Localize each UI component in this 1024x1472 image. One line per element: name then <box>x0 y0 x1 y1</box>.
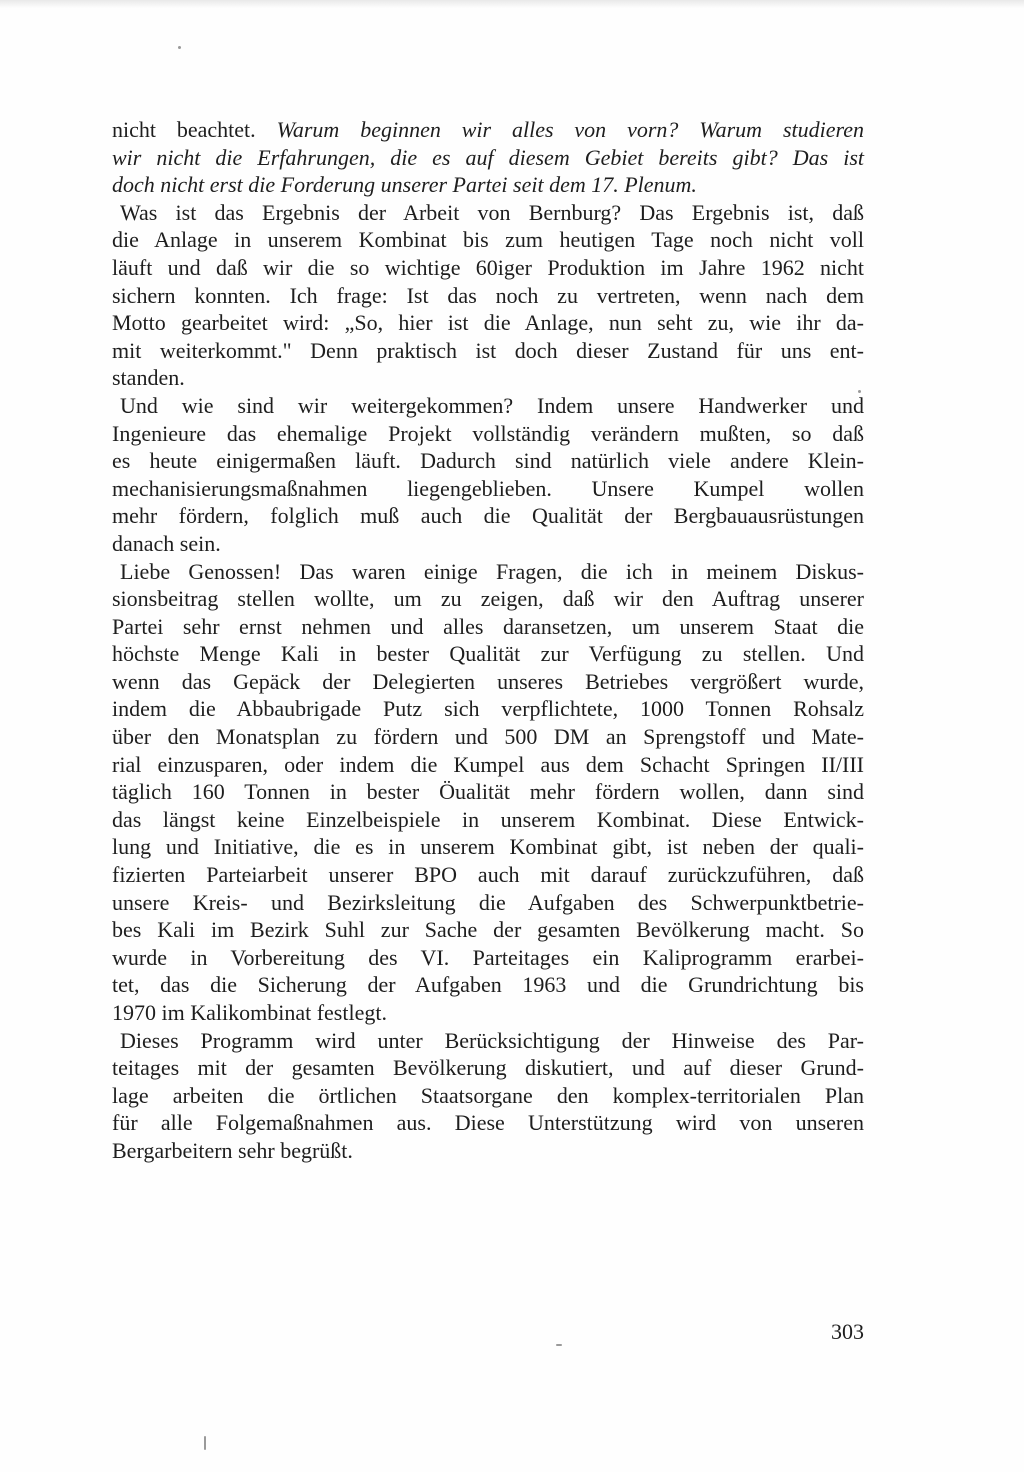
text-line: Liebe Genossen! Das waren einige Fragen, die ich in meinem Diskus- <box>120 558 864 584</box>
text-line: mehr fördern, folglich muß auch die Qualität der Bergbauausrüstungen <box>112 503 864 529</box>
text-line: über den Monatsplan zu fördern und 500 DM an Sprengstoff und Mate- <box>112 724 864 750</box>
text-line: tet, das die Sicherung der Aufgaben 1963 und die Grundrichtung bis <box>112 972 864 998</box>
text-line: Und wie sind wir weitergekommen? Indem unsere Handwerker und <box>120 392 864 418</box>
text-line: für alle Folgemaßnahmen aus. Diese Unterstützung wird von unseren <box>112 1110 864 1136</box>
page-number: 303 <box>831 1319 864 1344</box>
text-line: höchste Menge Kali in bester Qualität zur Verfügung zu stellen. Und <box>112 641 864 667</box>
text-line: lage arbeiten die örtlichen Staatsorgane den komplex-territorialen Plan <box>112 1082 864 1108</box>
scan-speck <box>858 390 861 393</box>
text-line: sionsbeitrag stellen wollte, um zu zeigen, daß wir den Auftrag unserer <box>112 586 864 612</box>
text-line: es heute einigermaßen läuft. Dadurch sind natürlich viele andere Klein- <box>112 448 864 474</box>
text-line: doch nicht erst die Forderung unserer Partei seit dem 17. Plenum. <box>112 172 697 198</box>
text-line: die Anlage in unserem Kombinat bis zum heutigen Tage noch nicht voll <box>112 227 864 253</box>
scan-speck <box>204 1436 206 1450</box>
scan-speck <box>178 46 181 49</box>
text-line: Partei sehr ernst nehmen und alles daransetzen, um unserem Staat die <box>112 613 864 639</box>
text-line: rial einzusparen, oder indem die Kumpel aus dem Schacht Springen II/III <box>112 751 864 777</box>
text-line: das längst keine Einzelbeispiele in unserem Kombinat. Diese Entwick- <box>112 806 864 832</box>
page-edge-shadow <box>0 0 1024 8</box>
text-line: mit weiterkommt." Denn praktisch ist doch dieser Zustand für uns ent- <box>112 337 864 363</box>
text-line: wurde in Vorbereitung des VI. Parteitages ein Kaliprogramm erarbei- <box>112 944 864 970</box>
text-line: sichern konnten. Ich frage: Ist das noch zu vertreten, wenn nach dem <box>112 282 864 308</box>
text-line: danach sein. <box>112 530 221 556</box>
text-line: standen. <box>112 365 185 391</box>
text-line: indem die Abbaubrigade Putz sich verpflichtete, 1000 Tonnen Rohsalz <box>112 696 864 722</box>
text-line: Dieses Programm wird unter Berücksichtigung der Hinweise des Par- <box>120 1027 864 1053</box>
body-text <box>112 116 864 1165</box>
text-line: Was ist das Ergebnis der Arbeit von Bernburg? Das Ergebnis ist, daß <box>120 199 864 225</box>
text-line: läuft und daß wir die so wichtige 60iger Produktion im Jahre 1962 nicht <box>112 254 864 280</box>
text-line: täglich 160 Tonnen in bester Öualität mehr fördern wollen, dann sind <box>112 779 864 805</box>
text-line: 1970 im Kalikombinat festlegt. <box>112 1000 387 1025</box>
scan-speck <box>556 1344 562 1346</box>
text-line: fizierten Parteiarbeit unserer BPO auch mit darauf zurückzuführen, daß <box>112 862 864 888</box>
text-line: unsere Kreis- und Bezirksleitung die Aufgaben des Schwerpunktbetrie- <box>112 889 864 915</box>
text-line: Ingenieure das ehemalige Projekt vollständig verändern mußten, so daß <box>112 420 864 446</box>
text-line: wir nicht die Erfahrungen, die es auf diesem Gebiet bereits gibt? Das ist <box>112 144 864 170</box>
text-line: teitages mit der gesamten Bevölkerung diskutiert, und auf dieser Grund- <box>112 1055 864 1081</box>
text-line: wenn das Gepäck der Delegierten unseres Betriebes vergrößert wurde, <box>112 668 864 694</box>
text-line: Bergarbeitern sehr begrüßt. <box>112 1137 353 1163</box>
text-line: nicht beachtet. Warum beginnen wir alles von vorn? Warum studieren <box>112 117 864 142</box>
text-line: bes Kali im Bezirk Suhl zur Sache der gesamten Bevölkerung macht. So <box>112 917 864 943</box>
text-line: lung und Initiative, die es in unserem Kombinat gibt, ist neben der quali- <box>112 834 864 860</box>
text-line: mechanisierungsmaßnahmen liegengeblieben. Unsere Kumpel wollen <box>112 475 864 501</box>
text-line: Motto gearbeitet wird: „So, hier ist die Anlage, nun seht zu, wie ihr da- <box>112 310 864 336</box>
